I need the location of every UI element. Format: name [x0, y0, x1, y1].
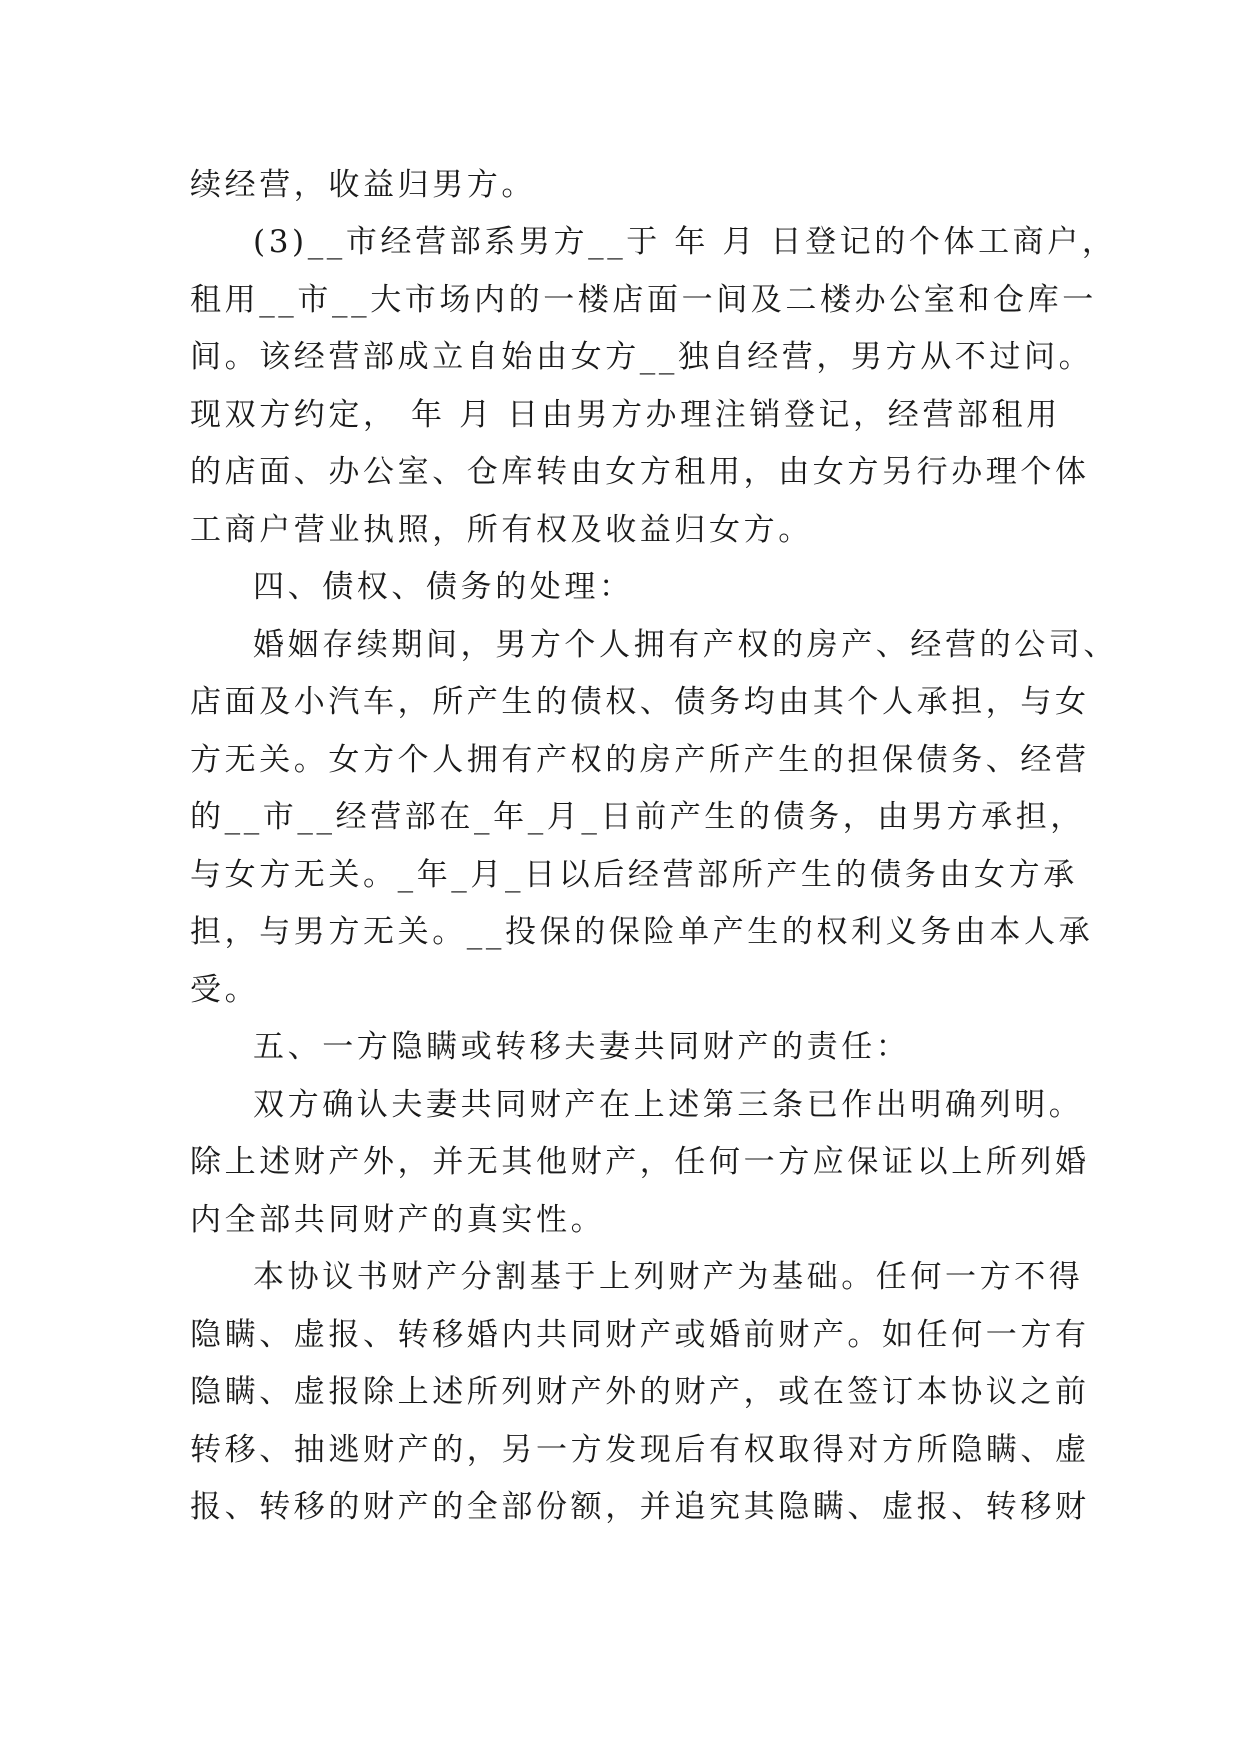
text-line: 续经营，收益归男方。 [190, 167, 536, 203]
section-heading: 五、一方隐瞒或转移夫妻共同财产的责任： [253, 1029, 911, 1065]
text-line: 间。该经营部成立自始由女方__独自经营，男方从不过问。 [190, 339, 1094, 375]
text-line: 店面及小汽车，所产生的债权、债务均由其个人承担，与女 [190, 684, 1090, 720]
text-line: 双方确认夫妻共同财产在上述第三条已作出明确列明。 [253, 1087, 1084, 1123]
text-line: 现双方约定， 年 月 日由男方办理注销登记，经营部租用 [190, 397, 1061, 433]
section-heading: 四、债权、债务的处理： [253, 569, 634, 605]
text-line: 的__市__经营部在_年_月_日前产生的债务，由男方承担， [190, 799, 1085, 835]
text-line: 隐瞒、虚报、转移婚内共同财产或婚前财产。如任何一方有 [190, 1317, 1090, 1353]
text-line: 除上述财产外，并无其他财产，任何一方应保证以上所列婚 [190, 1144, 1090, 1180]
text-line: 工商户营业执照，所有权及收益归女方。 [190, 512, 813, 548]
text-line: (3)__市经营部系男方__于 年 月 日登记的个体工商户， [253, 224, 1117, 260]
text-line: 转移、抽逃财产的，另一方发现后有权取得对方所隐瞒、虚 [190, 1432, 1090, 1468]
text-line: 内全部共同财产的真实性。 [190, 1202, 606, 1238]
text-line: 本协议书财产分割基于上列财产为基础。任何一方不得 [253, 1259, 1084, 1295]
text-line: 与女方无关。_年_月_日以后经营部所产生的债务由女方承 [190, 857, 1078, 893]
text-line: 隐瞒、虚报除上述所列财产外的财产，或在签订本协议之前 [190, 1374, 1090, 1410]
text-line: 租用__市__大市场内的一楼店面一间及二楼办公室和仓库一 [190, 282, 1097, 318]
text-line: 的店面、办公室、仓库转由女方租用，由女方另行办理个体 [190, 454, 1090, 490]
text-line: 报、转移的财产的全部份额，并追究其隐瞒、虚报、转移财 [190, 1489, 1090, 1525]
text-line: 受。 [190, 972, 260, 1008]
text-line: 方无关。女方个人拥有产权的房产所产生的担保债务、经营 [190, 742, 1090, 778]
text-line: 婚姻存续期间，男方个人拥有产权的房产、经营的公司、 [253, 627, 1118, 663]
text-line: 担，与男方无关。__投保的保险单产生的权利义务由本人承 [190, 914, 1094, 950]
